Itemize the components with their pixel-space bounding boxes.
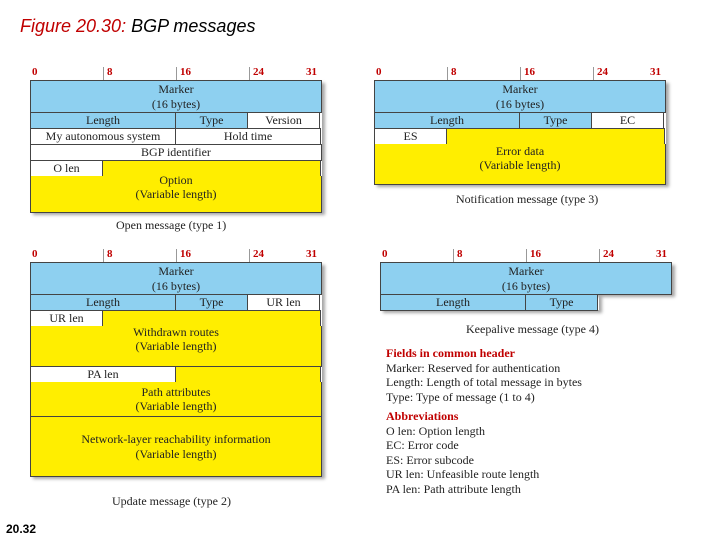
- option-top: [102, 160, 321, 177]
- ruler-label: 0: [32, 248, 38, 260]
- marker-sub: (16 bytes): [501, 278, 551, 293]
- notification-message-diagram: [374, 66, 666, 216]
- slide-number: 20.32: [6, 522, 37, 536]
- marker-sub: (16 bytes): [495, 96, 545, 111]
- figure-title: [20, 16, 255, 37]
- open-message-diagram: [30, 66, 322, 232]
- version-field: Version: [247, 112, 320, 129]
- note-line: Type: Type of message (1 to 4): [386, 389, 535, 404]
- type-field: Type: [519, 112, 592, 129]
- type-field: Type: [525, 294, 598, 311]
- type-field: Type: [175, 294, 248, 311]
- ruler-label: 8: [451, 66, 457, 78]
- ruler-label: 16: [180, 248, 191, 260]
- length-field: Length: [30, 112, 176, 129]
- option-field: [30, 172, 322, 213]
- abbreviations-heading: Abbreviations: [386, 409, 459, 423]
- marker-label: Marker: [502, 82, 538, 97]
- ruler-label: 0: [376, 66, 382, 78]
- nlri-label: Network-layer reachability information: [81, 432, 271, 447]
- withdrawn-label: Withdrawn routes: [133, 324, 219, 339]
- ruler-label: 0: [32, 66, 38, 78]
- ruler-label: 31: [656, 248, 667, 260]
- bgp-identifier-field: BGP identifier: [30, 144, 322, 161]
- ruler-label: 24: [253, 248, 264, 260]
- hold-time-field: Hold time: [175, 128, 321, 145]
- pa-len-field: PA len: [30, 366, 176, 383]
- ruler-label: 0: [382, 248, 388, 260]
- bit-ruler: [30, 248, 322, 262]
- figure-text: BGP messages: [126, 16, 256, 36]
- ruler-label: 8: [107, 248, 113, 260]
- es-field: ES: [374, 128, 447, 145]
- bit-ruler: [30, 66, 322, 80]
- marker-label: Marker: [158, 82, 194, 97]
- o-len-field: O len: [30, 160, 103, 177]
- open-message-fields: [30, 80, 322, 212]
- path-attr-top: [175, 366, 321, 383]
- ruler-label: 31: [650, 66, 661, 78]
- ec-field: EC: [591, 112, 664, 129]
- error-data-field: [374, 144, 666, 185]
- marker-sub: (16 bytes): [151, 278, 201, 293]
- withdrawn-routes-field: [30, 326, 322, 367]
- note-line: EC: Error code: [386, 438, 459, 452]
- length-field: Length: [380, 294, 526, 311]
- keepalive-message-fields: [380, 262, 672, 310]
- ruler-label: 31: [306, 248, 317, 260]
- withdrawn-sub: (Variable length): [135, 339, 217, 353]
- legend-notes: [386, 346, 582, 496]
- bit-ruler: [380, 248, 672, 262]
- note-line: PA len: Path attribute length: [386, 481, 521, 496]
- error-data-sub: (Variable length): [479, 158, 561, 172]
- option-label: Option: [159, 172, 193, 187]
- note-line: O len: Option length: [386, 423, 485, 438]
- ur-len-field: UR len: [30, 310, 103, 327]
- error-data-top: [446, 128, 665, 145]
- type-field: Type: [175, 112, 248, 129]
- notification-message-fields: [374, 80, 666, 184]
- marker-label: Marker: [508, 264, 544, 279]
- marker-sub: (16 bytes): [151, 96, 201, 111]
- note-line: Length: Length of total message in bytes: [386, 375, 582, 389]
- ruler-label: 24: [603, 248, 614, 260]
- note-line: Marker: Reserved for authentication: [386, 360, 561, 375]
- marker-field: [30, 80, 322, 113]
- nlri-field: [30, 416, 322, 477]
- ruler-label: 8: [107, 66, 113, 78]
- path-attributes-field: [30, 382, 322, 417]
- my-as-field: My autonomous system: [30, 128, 176, 145]
- path-attr-sub: (Variable length): [135, 399, 217, 413]
- ruler-label: 16: [180, 66, 191, 78]
- figure-number: Figure 20.30:: [20, 16, 127, 36]
- ruler-label: 24: [597, 66, 608, 78]
- marker-field: [374, 80, 666, 113]
- ruler-label: 24: [253, 66, 264, 78]
- option-sub: (Variable length): [135, 187, 217, 201]
- ruler-label: 8: [457, 248, 463, 260]
- ur-len-field-top: UR len: [247, 294, 320, 311]
- ruler-label: 31: [306, 66, 317, 78]
- marker-label: Marker: [158, 264, 194, 279]
- path-attr-label: Path attributes: [141, 384, 211, 399]
- bit-ruler: [374, 66, 666, 80]
- ruler-label: 16: [530, 248, 541, 260]
- marker-field: [380, 262, 672, 295]
- keepalive-caption: Keepalive message (type 4): [466, 322, 599, 336]
- update-caption: Update message (type 2): [112, 494, 231, 508]
- length-field: Length: [30, 294, 176, 311]
- note-line: ES: Error subcode: [386, 452, 474, 467]
- keepalive-message-diagram: [380, 248, 672, 338]
- length-field: Length: [374, 112, 520, 129]
- marker-field: [30, 262, 322, 295]
- nlri-sub: (Variable length): [135, 446, 217, 461]
- update-message-fields: [30, 262, 322, 476]
- notification-caption: Notification message (type 3): [456, 192, 599, 206]
- common-header-heading: Fields in common header: [386, 346, 515, 360]
- open-caption: Open message (type 1): [116, 218, 227, 232]
- error-data-label: Error data: [495, 143, 545, 158]
- update-message-diagram: [30, 248, 322, 508]
- ruler-label: 16: [524, 66, 535, 78]
- note-line: UR len: Unfeasible route length: [386, 467, 540, 481]
